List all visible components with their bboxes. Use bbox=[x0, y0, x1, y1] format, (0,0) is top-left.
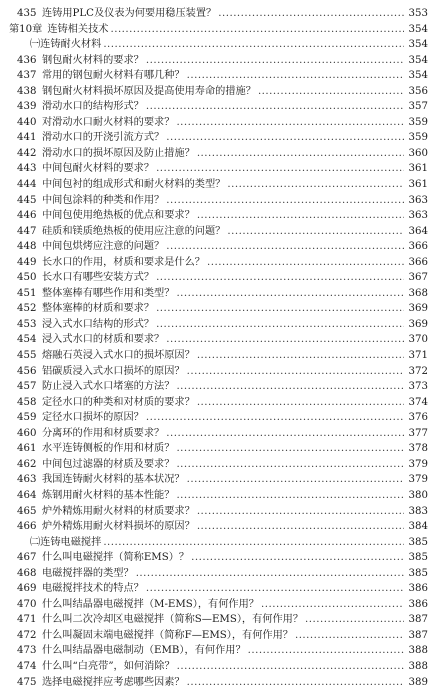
entry-title: 中间包烘烤应注意的问题？ bbox=[42, 241, 165, 253]
page-number: 363 bbox=[408, 194, 428, 206]
entry-number: 469 bbox=[17, 583, 37, 595]
entry-title: 连铸用PLC及仪表为何要用稳压装置？ bbox=[42, 8, 217, 19]
page-number: 385 bbox=[408, 567, 428, 579]
entry-number: 435 bbox=[17, 8, 37, 19]
dot-leader bbox=[166, 332, 404, 348]
toc-entry bbox=[0, 457, 444, 473]
dot-leader bbox=[176, 115, 404, 131]
page-number: 359 bbox=[408, 132, 428, 144]
entry-number: 461 bbox=[17, 443, 37, 455]
entry-number: 467 bbox=[17, 552, 37, 564]
chapter-label: 第10章 bbox=[9, 23, 43, 35]
page-number: 384 bbox=[408, 521, 428, 533]
toc-entry bbox=[0, 364, 444, 380]
dot-leader bbox=[176, 379, 404, 395]
entry-number: 457 bbox=[17, 381, 37, 393]
page-number: 386 bbox=[408, 598, 428, 610]
toc-entry bbox=[0, 348, 444, 364]
dot-leader bbox=[156, 301, 404, 317]
entry-number: 466 bbox=[17, 521, 37, 533]
toc-entry bbox=[0, 224, 444, 240]
dot-leader bbox=[103, 37, 404, 53]
toc-entry bbox=[0, 441, 444, 457]
toc-entry bbox=[0, 286, 444, 302]
dot-leader bbox=[110, 22, 404, 38]
dot-leader bbox=[166, 239, 404, 255]
toc-entry bbox=[0, 488, 444, 504]
page-number: 385 bbox=[408, 552, 428, 564]
page-number: 388 bbox=[408, 645, 428, 657]
dot-leader bbox=[146, 581, 404, 597]
entry-title: 炉外精炼用耐火材料损坏的原因？ bbox=[42, 521, 195, 533]
toc-entry bbox=[0, 255, 444, 271]
entry-title: 浸入式水口的材质和要求？ bbox=[42, 334, 165, 346]
toc-entry bbox=[0, 566, 444, 582]
toc-entry bbox=[0, 68, 444, 84]
entry-title: 什么叫二次冷却区电磁搅拌（简称S—EMS），有何作用？ bbox=[42, 614, 304, 626]
entry-title: ㈡连铸电磁搅拌 bbox=[30, 536, 102, 548]
entry-title: 中间包涂料的种类和作用？ bbox=[42, 194, 165, 206]
entry-title: 什么叫电磁搅拌（简称EMS）？ bbox=[42, 552, 190, 564]
entry-number: 473 bbox=[17, 645, 37, 657]
dot-leader bbox=[177, 659, 404, 675]
dot-leader bbox=[197, 519, 404, 535]
page-number: 369 bbox=[408, 303, 428, 315]
toc-entry bbox=[0, 395, 444, 411]
page-number: 354 bbox=[408, 23, 428, 35]
entry-number: 470 bbox=[17, 598, 37, 610]
entry-number: 441 bbox=[17, 132, 37, 144]
toc-entry bbox=[0, 84, 444, 100]
toc-entry bbox=[0, 6, 444, 22]
page-number: 376 bbox=[408, 412, 428, 424]
entry-number: 438 bbox=[17, 85, 37, 97]
entry-number: 465 bbox=[17, 505, 37, 517]
toc-entry bbox=[0, 177, 444, 193]
toc-entry bbox=[0, 519, 444, 535]
page-number: 372 bbox=[408, 365, 428, 377]
entry-number: 475 bbox=[17, 676, 37, 688]
entry-title: 什么叫结晶器电磁制动（EMB），有何作用？ bbox=[42, 645, 246, 657]
entry-title: 中间包衬的组成形式和耐火材料的类型？ bbox=[42, 179, 226, 191]
entry-title: 什么叫结晶器电磁搅拌（M-EMS），有何作用？ bbox=[42, 598, 259, 610]
entry-number: 443 bbox=[17, 163, 37, 175]
page-number: 366 bbox=[408, 241, 428, 253]
page-number: 385 bbox=[408, 536, 428, 548]
entry-title: 常用的钢包耐火材料有哪几种？ bbox=[42, 70, 185, 82]
dot-leader bbox=[146, 410, 404, 426]
toc-entry bbox=[0, 332, 444, 348]
entry-title: 炼钢用耐火材料的基本性能？ bbox=[42, 489, 175, 501]
toc-entry bbox=[0, 550, 444, 566]
entry-title: 我国连铸耐火材料的基本状况？ bbox=[42, 474, 185, 486]
entry-title: 浸入式水口结构的形式？ bbox=[42, 318, 155, 330]
dot-leader bbox=[146, 53, 404, 69]
dot-leader bbox=[166, 426, 404, 442]
entry-number: 449 bbox=[17, 256, 37, 268]
page-number: 373 bbox=[408, 381, 428, 393]
entry-title: 防止浸入式水口堵塞的方法？ bbox=[42, 381, 175, 393]
entry-title: 定径水口损坏的原因？ bbox=[42, 412, 144, 424]
toc-entry bbox=[0, 270, 444, 286]
entry-title: 电磁搅拌技术的特点？ bbox=[42, 583, 144, 595]
entry-title: 整体塞棒的材质和要求？ bbox=[42, 303, 155, 315]
page-number: 380 bbox=[408, 489, 428, 501]
page-number: 377 bbox=[408, 427, 428, 439]
dot-leader bbox=[295, 628, 404, 644]
entry-number: 440 bbox=[17, 116, 37, 128]
dot-leader bbox=[103, 535, 404, 551]
toc-entry bbox=[0, 115, 444, 131]
dot-leader bbox=[197, 208, 404, 224]
page-number: 368 bbox=[408, 287, 428, 299]
dot-leader bbox=[176, 286, 404, 302]
dot-leader bbox=[166, 130, 404, 146]
page-number: 374 bbox=[408, 396, 428, 408]
page-number: 364 bbox=[408, 225, 428, 237]
dot-leader bbox=[187, 364, 404, 380]
entry-number: 462 bbox=[17, 458, 37, 470]
entry-number: 474 bbox=[17, 660, 37, 672]
dot-leader bbox=[227, 177, 404, 193]
entry-title: 分离环的作用和材质要求？ bbox=[42, 427, 165, 439]
dot-leader bbox=[136, 566, 404, 582]
entry-number: 472 bbox=[17, 629, 37, 641]
entry-title: 什么叫“白亮带”，如何消除？ bbox=[42, 660, 175, 672]
page-number: 387 bbox=[408, 629, 428, 641]
entry-title: 对滑动水口耐火材料的要求？ bbox=[42, 116, 175, 128]
toc-entry bbox=[0, 208, 444, 224]
entry-number: 446 bbox=[17, 210, 37, 222]
entry-title: ㈠连铸耐火材料 bbox=[30, 39, 102, 51]
toc-entry bbox=[0, 317, 444, 333]
toc-entry bbox=[0, 612, 444, 628]
entry-title: 滑动水口的结构形式？ bbox=[42, 101, 144, 113]
dot-leader bbox=[156, 161, 404, 177]
entry-number: 468 bbox=[17, 567, 37, 579]
page-number: 361 bbox=[408, 179, 428, 191]
entry-title: 水平连铸侧板的作用和材质？ bbox=[42, 443, 175, 455]
dot-leader bbox=[176, 441, 404, 457]
toc-entry bbox=[0, 628, 444, 644]
page-number: 388 bbox=[408, 660, 428, 672]
toc-entry bbox=[0, 643, 444, 659]
dot-leader bbox=[197, 348, 404, 364]
entry-title: 什么叫凝固末端电磁搅拌（简称F—EMS），有何作用？ bbox=[42, 629, 293, 641]
page-number: 353 bbox=[408, 8, 428, 19]
page-number: 360 bbox=[408, 147, 428, 159]
entry-title: 中间包耐火材料的要求？ bbox=[42, 163, 155, 175]
entry-number: 452 bbox=[17, 303, 37, 315]
page-number: 369 bbox=[408, 318, 428, 330]
entry-number: 436 bbox=[17, 54, 37, 66]
page-number: 361 bbox=[408, 163, 428, 175]
entry-title: 中间包使用绝热板的优点和要求？ bbox=[42, 210, 195, 222]
entry-number: 460 bbox=[17, 427, 37, 439]
dot-leader bbox=[156, 270, 404, 286]
dot-leader bbox=[156, 317, 404, 333]
dot-leader bbox=[187, 472, 404, 488]
entry-title: 炉外精炼用耐火材料的材质要求？ bbox=[42, 505, 195, 517]
entry-number: 444 bbox=[17, 179, 37, 191]
page-number: 366 bbox=[408, 256, 428, 268]
entry-number: 464 bbox=[17, 489, 37, 501]
page-number: 354 bbox=[408, 39, 428, 51]
toc-entry bbox=[0, 675, 444, 691]
page-number: 357 bbox=[408, 101, 428, 113]
entry-number: 445 bbox=[17, 194, 37, 206]
dot-leader bbox=[176, 488, 404, 504]
entry-number: 448 bbox=[17, 241, 37, 253]
toc-entry bbox=[0, 472, 444, 488]
entry-title: 中间包过滤器的材质及要求？ bbox=[42, 458, 175, 470]
toc-entry bbox=[0, 504, 444, 520]
toc-entry bbox=[0, 410, 444, 426]
page-number: 363 bbox=[408, 210, 428, 222]
entry-number: 471 bbox=[17, 614, 37, 626]
page-number: 370 bbox=[408, 334, 428, 346]
entry-number: 447 bbox=[17, 225, 37, 237]
page-number: 354 bbox=[408, 54, 428, 66]
entry-number: 442 bbox=[17, 147, 37, 159]
toc-entry bbox=[0, 426, 444, 442]
entry-number: 454 bbox=[17, 334, 37, 346]
page-number: 387 bbox=[408, 614, 428, 626]
entry-title: 连铸相关技术 bbox=[47, 23, 109, 35]
entry-number: 437 bbox=[17, 70, 37, 82]
toc-entry bbox=[0, 597, 444, 613]
page-number: 378 bbox=[408, 443, 428, 455]
entry-title: 硅质和镁质绝热板的使用应注意的问题？ bbox=[42, 225, 226, 237]
toc-entry bbox=[0, 53, 444, 69]
entry-title: 熔融石英浸入式水口的损坏原因？ bbox=[42, 350, 195, 362]
toc-entry bbox=[0, 659, 444, 675]
page-number: 389 bbox=[408, 676, 428, 688]
entry-title: 定径水口的种类和对材质的要求？ bbox=[42, 396, 195, 408]
dot-leader bbox=[187, 68, 404, 84]
page-number: 359 bbox=[408, 116, 428, 128]
entry-number: 463 bbox=[17, 474, 37, 486]
dot-leader bbox=[176, 457, 404, 473]
dot-leader bbox=[197, 146, 404, 162]
entry-title: 电磁搅拌器的类型？ bbox=[42, 567, 134, 579]
dot-leader bbox=[187, 675, 404, 691]
entry-title: 铝碳质浸入式水口损坏的原因？ bbox=[42, 365, 185, 377]
page-number: 371 bbox=[408, 350, 428, 362]
page-number: 354 bbox=[408, 70, 428, 82]
toc-entry bbox=[0, 239, 444, 255]
dot-leader bbox=[261, 597, 404, 613]
entry-title: 滑动水口的开浇引流方式？ bbox=[42, 132, 165, 144]
dot-leader bbox=[258, 84, 404, 100]
dot-leader bbox=[197, 504, 404, 520]
toc-section-heading bbox=[0, 535, 444, 551]
page-number: 356 bbox=[408, 85, 428, 97]
entry-title: 钢包耐火材料的要求？ bbox=[42, 54, 144, 66]
entry-number: 439 bbox=[17, 101, 37, 113]
dot-leader bbox=[218, 6, 404, 22]
toc-entry bbox=[0, 379, 444, 395]
toc-entry bbox=[0, 581, 444, 597]
entry-number: 455 bbox=[17, 350, 37, 362]
entry-number: 451 bbox=[17, 287, 37, 299]
entry-title: 长水口有哪些安装方式？ bbox=[42, 272, 155, 284]
toc-chapter-heading bbox=[0, 22, 444, 38]
dot-leader bbox=[227, 224, 404, 240]
dot-leader bbox=[191, 550, 404, 566]
dot-leader bbox=[248, 643, 404, 659]
entry-number: 459 bbox=[17, 412, 37, 424]
dot-leader bbox=[146, 99, 404, 115]
dot-leader bbox=[166, 193, 404, 209]
entry-number: 458 bbox=[17, 396, 37, 408]
toc-section-heading bbox=[0, 37, 444, 53]
toc-entry bbox=[0, 161, 444, 177]
dot-leader bbox=[305, 612, 404, 628]
entry-title: 滑动水口的损坏原因及防止措施？ bbox=[42, 147, 195, 159]
entry-number: 453 bbox=[17, 318, 37, 330]
entry-title: 钢包耐火材料损坏原因及提高使用寿命的措施？ bbox=[42, 85, 256, 97]
dot-leader bbox=[197, 395, 404, 411]
entry-number: 456 bbox=[17, 365, 37, 377]
toc-entry bbox=[0, 193, 444, 209]
toc-entry bbox=[0, 130, 444, 146]
page-number: 383 bbox=[408, 505, 428, 517]
entry-title: 长水口的作用，材质和要求是什么？ bbox=[42, 256, 205, 268]
entry-title: 整体塞棒有哪些作用和类型？ bbox=[42, 287, 175, 299]
toc-entry bbox=[0, 301, 444, 317]
page-number: 379 bbox=[408, 458, 428, 470]
page-number: 386 bbox=[408, 583, 428, 595]
dot-leader bbox=[207, 255, 404, 271]
entry-title: 选择电磁搅拌应考虑哪些因素？ bbox=[42, 676, 185, 688]
page-number: 367 bbox=[408, 272, 428, 284]
toc-entry bbox=[0, 146, 444, 162]
entry-number: 450 bbox=[17, 272, 37, 284]
page-number: 379 bbox=[408, 474, 428, 486]
toc-entry bbox=[0, 99, 444, 115]
